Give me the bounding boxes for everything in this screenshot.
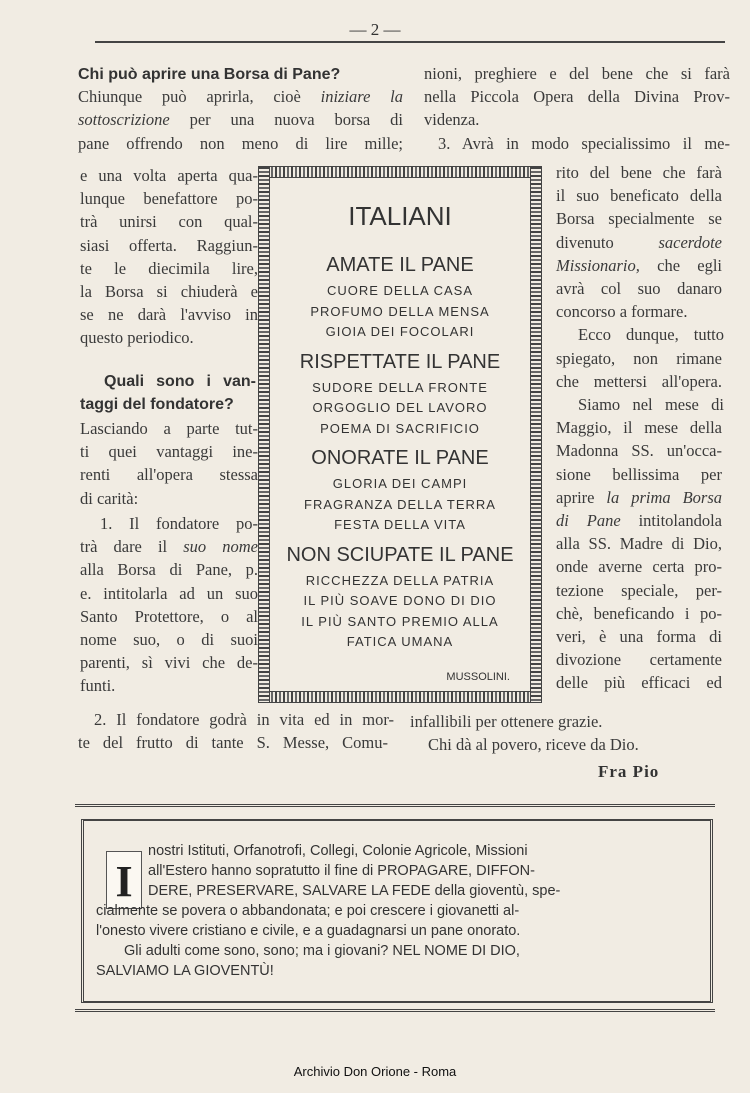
text-line: alla SS. Madre di Dio,: [556, 534, 722, 554]
text-line: il suo beneficato della: [556, 186, 722, 206]
text-line: Chi dà al povero, riceve da Dio.: [428, 735, 639, 755]
notice-line: l'onesto vivere cristiano e civile, e a guadagnarsi un pane onorato.: [96, 923, 521, 939]
box-heading: AMATE IL PANE: [326, 254, 474, 276]
box-signature: MUSSOLINI.: [446, 671, 510, 683]
text-line: e. intitolarla ad un suo: [80, 583, 258, 603]
box-line: CUORE DELLA CASA: [326, 283, 474, 298]
text-line: sione bellissima per: [556, 464, 722, 484]
box-line: IL PIÙ SANTO PREMIO ALLA: [301, 613, 499, 629]
text-line: videnza.: [424, 110, 480, 130]
text-line: questo periodico.: [80, 328, 194, 348]
italiani-box: [258, 166, 542, 703]
box-line: GIOIA DEI FOCOLARI: [325, 324, 475, 339]
box-line: GLORIA DEI CAMPI: [332, 476, 468, 491]
box-line: PROFUMO DELLA MENSA: [310, 303, 490, 319]
text-line: delle più efficaci ed: [556, 673, 722, 693]
text-line: divenuto sacerdote: [556, 232, 722, 252]
box-border-left: [258, 166, 270, 703]
box-heading: NON SCIUPATE IL PANE: [286, 543, 514, 566]
text-line: la Borsa si chiuderà e: [80, 282, 258, 301]
text-line: nella Piccola Opera della Divina Prov-: [424, 87, 730, 107]
box-line: SUDORE DELLA FRONTE: [312, 379, 488, 395]
notice-line: SALVIAMO LA GIOVENTÙ!: [96, 963, 274, 979]
text-line: 2. Il fondatore godrà in vita ed in mor-: [94, 710, 394, 729]
box-title: ITALIANI: [348, 201, 452, 231]
box-heading: RISPETTATE IL PANE: [299, 350, 501, 373]
text-line: concorso a formare.: [556, 302, 688, 322]
text-line: chè, beneficando i po-: [556, 603, 722, 623]
text-line: Ecco dunque, tutto: [578, 325, 724, 345]
box-line: RICCHEZZA DELLA PATRIA: [305, 572, 495, 588]
text-line: alla Borsa di Pane, p.: [80, 560, 258, 580]
box-heading: ONORATE IL PANE: [311, 447, 489, 469]
text-line: siasi offerta. Raggiun-: [80, 235, 258, 255]
text-line: trà dare il suo nome: [80, 537, 258, 557]
box-border-top: [258, 166, 542, 178]
box-line: POEMA DI SACRIFICIO: [320, 420, 480, 436]
notice-line: nostri Istituti, Orfanotrofi, Collegi, Colonie Agricole, Missioni: [148, 843, 528, 859]
text-line: Siamo nel mese di: [578, 395, 724, 414]
text-line: funti.: [80, 676, 116, 696]
text-line: infallibili per ottenere grazie.: [410, 712, 603, 731]
text-line: Santo Protettore, o al: [80, 606, 258, 626]
text-line: e una volta aperta qua-: [80, 166, 258, 185]
box-line: FATICA UMANA: [346, 634, 454, 649]
box-line: IL PIÙ SOAVE DONO DI DIO: [303, 593, 497, 608]
text-line: te del frutto di tante S. Messe, Comu-: [78, 733, 388, 753]
text-line: aprire la prima Borsa: [556, 487, 722, 507]
decorated-initial: [106, 851, 142, 909]
text-line: sottoscrizione per una nuova borsa di: [78, 110, 403, 130]
text-line: Chiunque può aprirla, cioè iniziare la: [78, 87, 404, 107]
text-line: renti all'opera stessa: [80, 465, 258, 485]
initial-letter: I: [115, 857, 133, 906]
question-heading: taggi del fondatore?: [80, 396, 234, 413]
text-line: nioni, preghiere e del bene che si farà: [424, 64, 730, 83]
text-line: di carità:: [80, 488, 139, 508]
text-line: veri, è una forma di: [556, 627, 722, 646]
archive-footer: Archivio Don Orione - Roma: [293, 1064, 457, 1079]
notice-line: all'Estero hanno sopratutto il fine di PROPAGARE, DIFFON-: [148, 863, 535, 879]
text-line: 1. Il fondatore po-: [100, 514, 258, 533]
box-border-right: [530, 166, 542, 703]
notice-line: DERE, PRESERVARE, SALVARE LA FEDE della gioventù, spe-: [148, 883, 561, 899]
text-line: divozione certamente: [556, 650, 722, 670]
text-line: lunque benefattore po-: [80, 189, 258, 209]
notice-line: Gli adulti come sono, sono; ma i giovani? NEL NOME DI DIO,: [124, 943, 520, 959]
text-line: Lasciando a parte tut-: [80, 419, 258, 438]
text-line: pane offrendo non meno di lire mille;: [78, 133, 403, 153]
text-line: 3. Avrà in modo specialissimo il me-: [438, 133, 730, 153]
text-line: rito del bene che farà: [556, 163, 722, 182]
text-line: Chi può aprire una Borsa di Pane?: [78, 66, 341, 83]
text-line: trà unirsi con qual-: [80, 212, 258, 232]
text-line: parenti, sì vivi che de-: [80, 653, 258, 673]
text-line: Missionario, che egli: [556, 255, 722, 275]
text-line: avrà col suo danaro: [556, 279, 722, 298]
text-line: Borsa specialmente se: [556, 209, 722, 229]
text-line: te le diecimila lire,: [80, 258, 258, 278]
text-line: Maggio, il mese della: [556, 418, 722, 438]
text-line: tezione speciale, per-: [556, 580, 722, 600]
text-line: se ne darà l'avviso in: [80, 305, 258, 325]
box-border-bottom: [258, 691, 542, 703]
notice-inner-frame: [81, 819, 713, 1003]
box-line: ORGOGLIO DEL LAVORO: [312, 400, 488, 415]
text-line: spiegato, non rimane: [556, 348, 722, 368]
text-line: Madonna SS. un'occa-: [556, 441, 722, 461]
text-line: di Pane intitolandola: [556, 511, 722, 530]
text-line: nome suo, o di suoi: [80, 630, 258, 649]
text-line: ti quei vantaggi ine-: [80, 442, 258, 462]
page-number: — 2 —: [349, 20, 401, 39]
question-heading: Quali sono i van-: [104, 373, 256, 390]
signature: Fra Pio: [598, 762, 660, 781]
notice-frame: [75, 804, 715, 1012]
box-line: FESTA DELLA VITA: [334, 517, 466, 532]
header-rule: [95, 41, 725, 43]
box-line: FRAGRANZA DELLA TERRA: [304, 496, 496, 512]
text-line: che mettersi all'opera.: [556, 371, 722, 391]
notice-line: cialmente se povera o abbandonata; e poi crescere i giovanetti al-: [96, 903, 520, 919]
text-line: onde averne certa pro-: [556, 557, 722, 577]
